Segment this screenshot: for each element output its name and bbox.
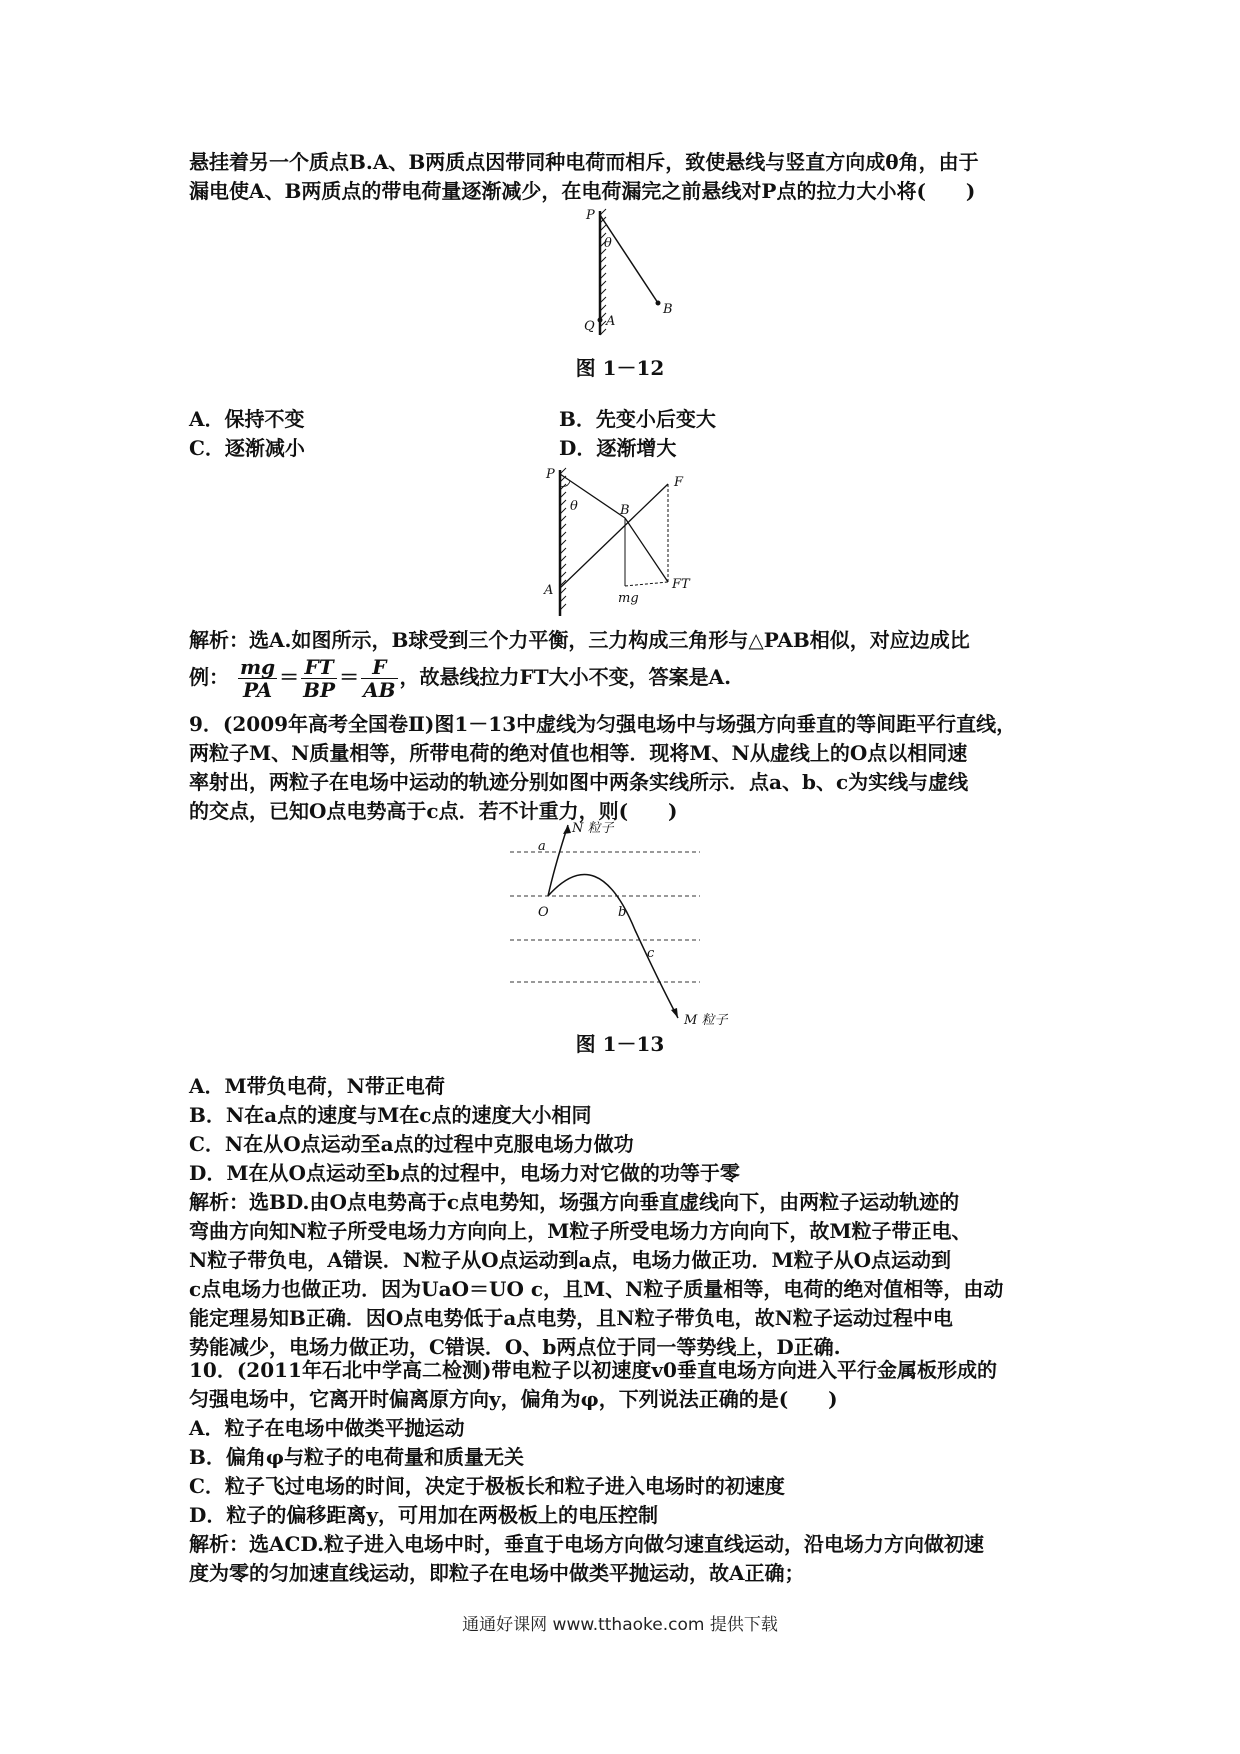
q10-analysis-line-1: 解析：选ACD.粒子进入电场中时，垂直于电场方向做匀速直线运动，沿电场力方向做初速 [189,1532,985,1556]
frac1-num: mg [239,655,276,679]
q8-option-b: B．先变小后变大 [559,407,716,431]
q8-option-d: D．逐渐增大 [559,436,677,460]
fraction-mg-pa [238,656,277,701]
force-diagram [540,466,720,626]
q10-option-b: B．偏角φ与粒子的电荷量和质量无关 [189,1445,524,1469]
figure-1-12 [560,205,680,345]
frac2-den: BP [303,678,336,702]
q8-stem [189,148,1059,206]
label-b2: B [620,503,630,518]
q9-analysis-line-5: 能定理易知B正确．因O点电势低于a点电势，且N粒子带负电，故N粒子运动过程中电 [189,1306,953,1330]
hatched-wall-2 [560,468,566,616]
label-c-point: c [647,946,655,961]
label-theta2: θ [570,499,578,514]
q10-block [189,1356,1059,1588]
q9-analysis-line-1: 解析：选BD.由O点电势高于c点电势知，场强方向垂直虚线向下，由两粒子运动轨迹的 [189,1190,960,1214]
label-b-point: b [618,905,627,920]
q9-analysis-line-3: N粒子带负电，A错误．N粒子从O点运动到a点，电场力做正功．M粒子从O点运动到 [189,1248,952,1272]
label-p2: P [546,467,555,482]
q8-option-c: C．逐渐减小 [189,436,305,460]
label-theta: θ [604,236,612,251]
q8-analysis-formula: 例： $\frac{mg}{PA}$ ＝ $\frac{FT}{BP}$ ＝ $\frac{F}{AB}$ ，故悬线拉力FT大小不变，答案是A. [189,655,732,702]
label-f: F [674,475,684,490]
label-a: A [606,314,616,329]
q9-analysis-line-4: c点电场力也做正功．因为UaO＝UO c，且M、N粒子质量相等，电荷的绝对值相等，由动 [189,1277,1004,1301]
label-q: Q [584,319,595,334]
label-ft: FT [672,577,690,592]
q9-option-d: D．M在从O点运动至b点的过程中，电场力对它做的功等于零 [189,1161,740,1185]
label-m-particle: M 粒子 [684,1013,728,1028]
q10-line-1: 10．(2011年石北中学高二检测)带电粒子以初速度v0垂直电场方向进入平行金属板形成的 [189,1358,997,1382]
q9-stem-line-1: 9．(2009年高考全国卷Ⅱ)图1－13中虚线为匀强电场中与场强方向垂直的等间距平行直线， [189,712,1017,736]
q9-option-b: B．N在a点的速度与M在c点的速度大小相同 [189,1103,592,1127]
q8-stem-line-2: 漏电使A、B两质点的带电荷量逐渐减少，在电荷漏完之前悬线对P点的拉力大小将( ) [189,179,976,203]
q10-option-d: D．粒子的偏移距离y，可用加在两极板上的电压控制 [189,1503,658,1527]
page-footer: 通通好课网 www.tthaoke.com 提供下载 [462,1615,778,1635]
q9-option-c: C．N在从O点运动至a点的过程中克服电场力做功 [189,1132,634,1156]
fraction-f-ab [361,656,397,701]
label-a2: A [544,583,554,598]
q9-stem-line-3: 率射出，两粒子在电场中运动的轨迹分别如图中两条实线所示．点a、b、c为实线与虚线 [189,770,969,794]
frac3-num: F [361,656,397,679]
q9-analysis-line-6: 势能减少，电场力做正功，C错误．O、b两点位于同一等势线上，D正确. [189,1335,841,1359]
figure-1-13 [500,820,760,1028]
q10-line-2: 匀强电场中，它离开时偏离原方向y，偏角为φ，下列说法正确的是( ) [189,1387,838,1411]
label-n-particle: N 粒子 [572,821,614,836]
q9-analysis-line-2: 弯曲方向知N粒子所受电场力方向向上，M粒子所受电场力方向向下，故M粒子带正电、 [189,1219,972,1243]
q8-analysis-line-1: 解析：选A.如图所示，B球受到三个力平衡，三力构成三角形与△PAB相似，对应边成比 [189,628,970,652]
label-b: B [663,302,673,317]
label-a-point: a [538,839,546,854]
q8-stem-line-1: 悬挂着另一个质点B.A、B两质点因带同种电荷而相斥，致使悬线与竖直方向成θ角，由于 [189,150,979,174]
q8-option-a: A．保持不变 [189,407,305,431]
q9-stem-line-2: 两粒子M、N质量相等，所带电荷的绝对值也相等．现将M、N从虚线上的O点以相同速 [189,741,968,765]
label-p: P [586,208,595,223]
q10-option-a: A．粒子在电场中做类平抛运动 [189,1416,465,1440]
label-mg: mg [618,591,639,606]
label-o-point: O [538,905,549,920]
q9-options-and-analysis [189,1072,1059,1362]
fraction-ft-bp [301,656,337,701]
frac1-den: PA [242,678,273,702]
formula-prefix: 例： [189,665,229,689]
point-b [656,301,661,306]
q9-option-a: A．M带负电荷，N带正电荷 [189,1074,445,1098]
q10-analysis-line-2: 度为零的匀加速直线运动，即粒子在电场中做类平抛运动，故A正确； [189,1561,805,1585]
frac2-num: FT [301,656,337,679]
q9-stem-line-4: 的交点，已知O点电势高于c点．若不计重力，则( ) [189,799,678,823]
q10-option-c: C．粒子飞过电场的时间，决定于极板长和粒子进入电场时的初速度 [189,1474,785,1498]
q9-stem [189,710,1059,826]
point-a [598,318,603,323]
suspension-line [600,215,658,303]
figure-1-13-caption: 图 1－13 [575,1032,665,1056]
figure-1-12-caption: 图 1－12 [575,356,665,380]
frac3-den: AB [363,678,396,702]
formula-suffix: ，故悬线拉力FT大小不变，答案是A. [399,665,732,689]
